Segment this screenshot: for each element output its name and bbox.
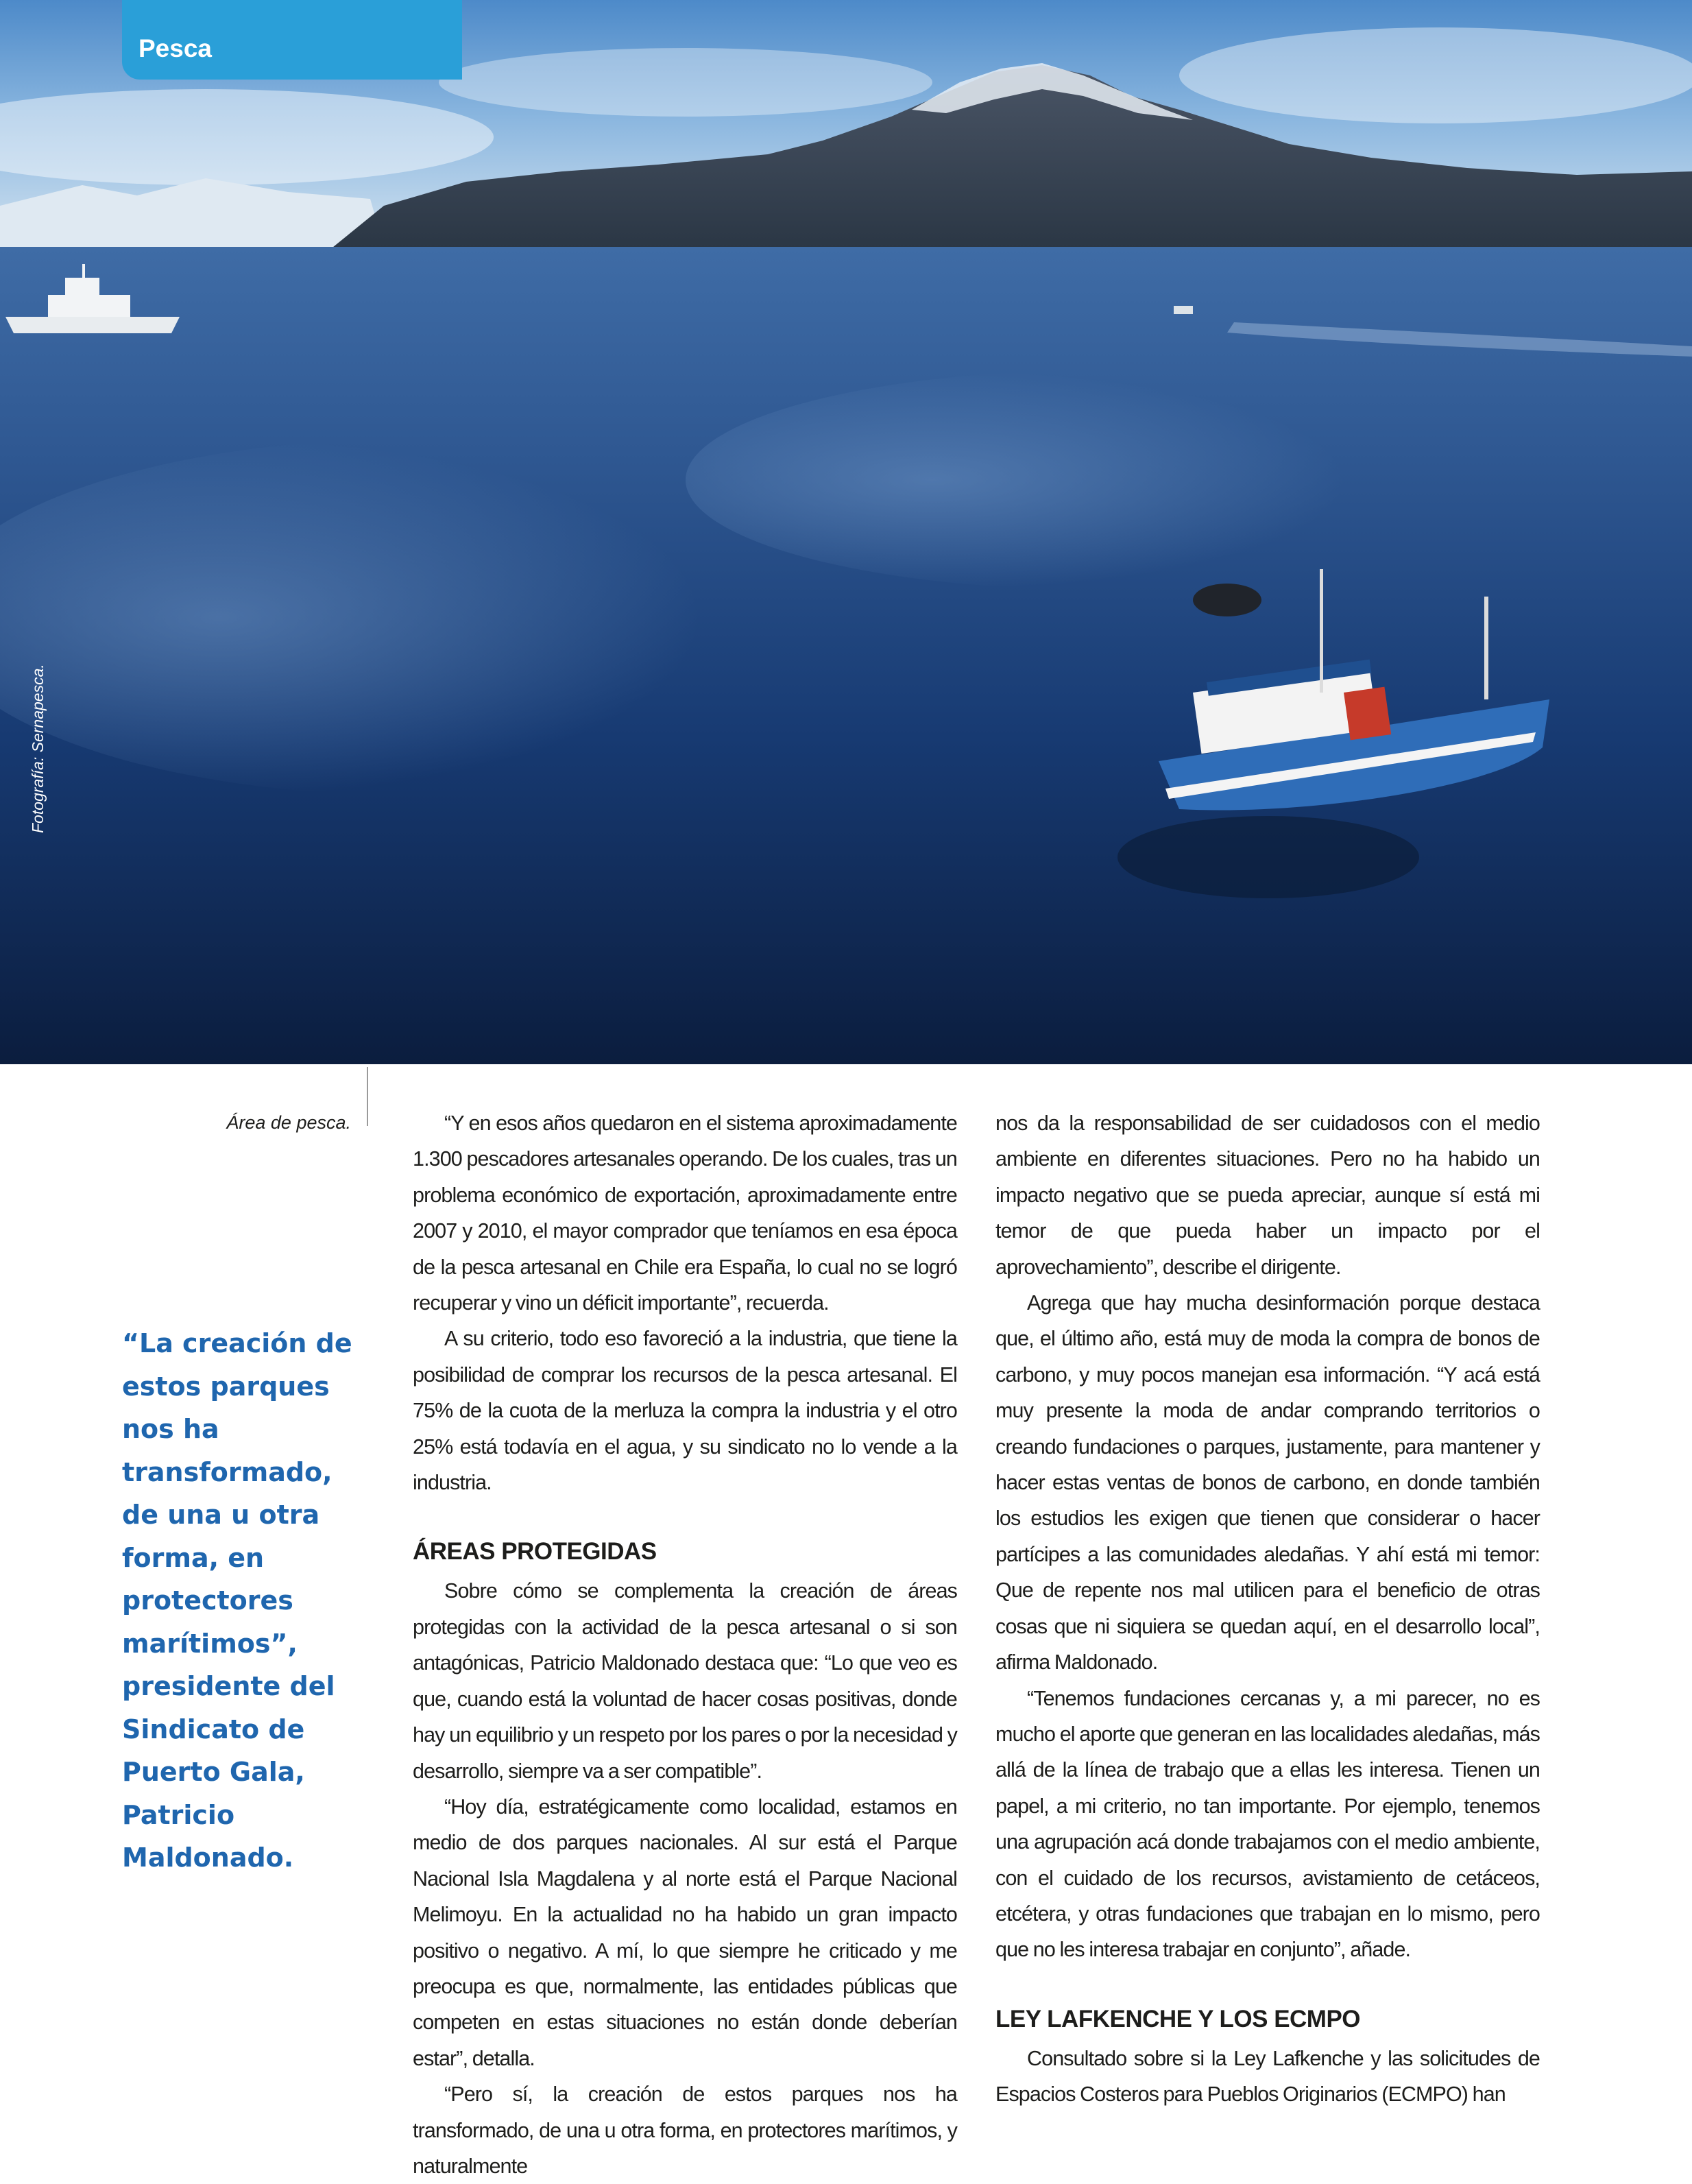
- paragraph: “Y en esos años quedaron en el sistema aproximadamente 1.300 pescadores artesanales operando. De los cuales, tras un problema económico de exportación, aproximadamente entre 2007 y 2010, el mayor comprador que teníamos en esa época de la pesca artesanal en Chile era España, lo cual no se logró recuperar y vino un déficit importante”, recuerda.: [413, 1112, 957, 1315]
- article-column-2: [995, 1105, 1540, 2113]
- pull-quote: “La creación de estos parques nos ha transformado, de una u otra forma, en protectores marítimos”, presidente del Sindicato de Puerto Gala, Patricio Maldonado.: [122, 1328, 352, 1873]
- article-column-1: [413, 1105, 957, 2184]
- section-tab: [122, 0, 462, 80]
- paragraph: Consultado sobre si la Ley Lafkenche y las solicitudes de Espacios Costeros para Pueblos Originarios (ECMPO) han: [995, 2046, 1540, 2107]
- landscape-photo: [0, 0, 1692, 1064]
- paragraph: “Hoy día, estratégicamente como localidad, estamos en medio de dos parques nacionales. Al sur está el Parque Nacional Isla Magdalena y al norte está el Parque Nacional Melimoyu. En la actualidad no ha habido un gran impacto positivo o negativo. A mí, lo que siempre he criticado y me preocupa es que, normalmente, las entidades públicas que competen en estas situaciones no están donde deberían estar”, detalla.: [413, 1795, 957, 2070]
- section-label: Pesca: [138, 34, 212, 62]
- photo-credit-text: Fotografía: Sernapesca.: [29, 664, 47, 833]
- paragraph: “Pero sí, la creación de estos parques nos ha transformado, de una u otra forma, en protectores marítimos, y naturalmente: [413, 2083, 957, 2178]
- paragraph: Sobre cómo se complementa la creación de áreas protegidas con la actividad de la pesca artesanal o si son antagónicas, Patricio Maldonado destaca que: “Lo que veo es que, cuando está la voluntad de hacer cosas positivas, donde hay un equilibrio y un respeto por los pares o por la necesidad y desarrollo, siempre va a ser compatible”.: [413, 1579, 957, 1783]
- photo-caption: Área de pesca.: [226, 1112, 351, 1133]
- caption-divider: [367, 1067, 368, 1126]
- photo-illustration: [0, 0, 1692, 1064]
- paragraph: A su criterio, todo eso favoreció a la industria, que tiene la posibilidad de comprar los recursos de la pesca artesanal. El 75% de la cuota de la merluza la compra la industria y el otro 25% está todavía en el agua, y su sindicato no lo vende a la industria.: [413, 1327, 957, 1495]
- paragraph: nos da la responsabilidad de ser cuidadosos con el medio ambiente en diferentes situaciones. Pero no ha habido un impacto negativo que se pueda apreciar, aunque sí está mi temor de que pueda haber un impacto por el aprovechamiento”, describe el dirigente.: [995, 1112, 1540, 1279]
- paragraph: Agrega que hay mucha desinformación porque destaca que, el último año, está muy de moda la compra de bonos de carbono, y muy pocos manejan esa información. “Y acá está muy presente la moda de andar comprando territorios o creando fundaciones o parques, justamente, para mantener y hacer estas ventas de bonos de carbono, en donde también los estudios les exigen que tienen que considerar o hacer partícipes a las comunidades aledañas. Y ahí está mi temor: Que de repente nos mal utilicen para el beneficio de otras cosas que ni siquiera se quedan aquí, en el desarrollo local”, afirma Maldonado.: [995, 1291, 1540, 1675]
- paragraph: “Tenemos fundaciones cercanas y, a mi parecer, no es mucho el aporte que generan en las localidades aledañas, más allá de la línea de trabajo que a ellas les interesa. Tienen un papel, a mi criterio, no tan importante. Por ejemplo, tenemos una agrupación acá donde trabajamos con el medio ambiente, con el cuidado de los recursos, avistamiento de cetáceos, etcétera, y otras fundaciones que trabajan en lo mismo, pero que no les interesa trabajar en conjunto”, añade.: [995, 1686, 1540, 1962]
- section-heading: ÁREAS PROTEGIDAS: [413, 1538, 657, 1565]
- section-heading: LEY LAFKENCHE Y LOS ECMPO: [995, 2005, 1361, 2032]
